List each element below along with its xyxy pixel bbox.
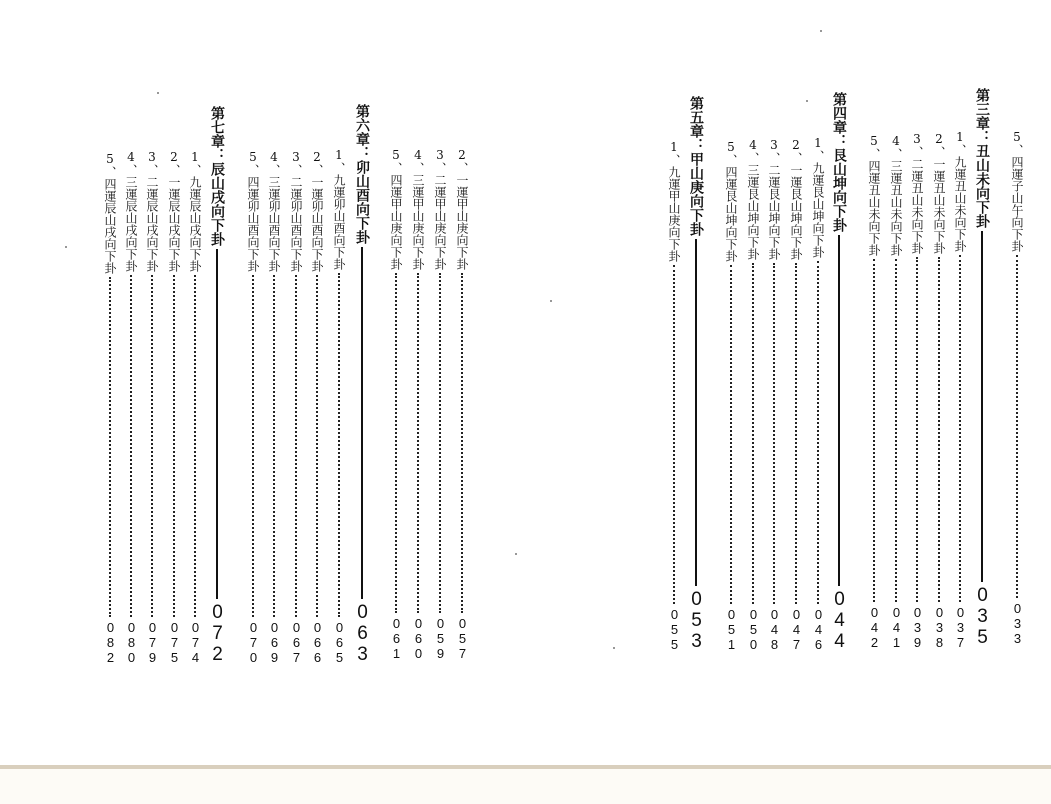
chapter-page: 044 [829,589,850,652]
toc-entry-ch6-2[interactable] [307,150,327,665]
toc-entry-ch6-4[interactable] [264,150,284,665]
toc-entry-ch7-2[interactable] [164,150,184,665]
entry-title: 1、九運艮山坤向下卦 [811,136,825,258]
dotted-leader [817,261,819,604]
entry-title: 1、九運丑山未向下卦 [953,130,967,252]
entry-title: 3、二運甲山庚向下卦 [433,148,447,270]
dotted-leader [295,275,297,617]
dotted-leader [730,265,732,604]
entry-page: 075 [167,620,182,665]
entry-title: 3、二運丑山未向下卦 [910,132,924,254]
dotted-leader [916,257,918,602]
entry-page: 047 [789,607,804,652]
toc-chapter-6[interactable] [352,104,372,665]
toc-entry-ch3-5[interactable] [864,134,884,650]
entry-page: 038 [932,605,947,650]
entry-title: 1、九運甲山庚向下卦 [667,140,681,262]
entry-page: 082 [103,620,118,665]
page-bottom-band [0,765,1051,804]
dotted-leader [417,273,419,613]
dotted-leader [109,277,111,617]
entry-page: 039 [910,605,925,650]
dotted-leader [938,257,940,602]
entry-title: 1、九運卯山酉向下卦 [332,148,346,270]
entry-title: 3、二運辰山戌向下卦 [145,150,159,272]
entry-title: 2、一運卯山酉向下卦 [310,150,324,272]
entry-page: 051 [724,607,739,652]
toc-entry-ch6-5[interactable] [243,150,263,665]
solid-leader [695,239,697,586]
scan-speck [515,553,517,555]
dotted-leader [895,259,897,602]
entry-page: 065 [332,620,347,665]
entry-page: 050 [746,607,761,652]
dotted-leader [773,263,775,604]
entry-title: 4、三運甲山庚向下卦 [411,148,425,270]
toc-entry-ch4-5[interactable] [721,140,741,652]
toc-entry-ch3-2[interactable] [929,132,949,650]
toc-entry-ch5-4[interactable] [408,148,428,661]
toc-entry-ch4-2[interactable] [786,138,806,652]
chapter-title: 第三章：丑山未向下卦 [974,88,990,228]
entry-page: 080 [124,620,139,665]
dotted-leader [173,275,175,617]
toc-entry-ch3-4[interactable] [886,134,906,650]
dotted-leader [395,273,397,613]
chapter-page: 072 [207,602,228,665]
dotted-leader [752,263,754,604]
toc-entry-ch4-1[interactable] [808,136,828,652]
entry-page: 069 [267,620,282,665]
toc-entry-ch7-1[interactable] [185,150,205,665]
toc-entry-ch5-3[interactable] [430,148,450,661]
entry-page: 046 [811,607,826,652]
dotted-leader [461,273,463,613]
dotted-leader [273,275,275,617]
entry-page: 060 [411,616,426,661]
entry-page: 057 [455,616,470,661]
entry-page: 074 [188,620,203,665]
entry-title: 5、四運丑山未向下卦 [867,134,881,256]
scan-speck [613,647,615,649]
chapter-title: 第四章：艮山坤向下卦 [831,92,847,232]
entry-title: 1、九運辰山戌向下卦 [188,150,202,272]
dotted-leader [252,275,254,617]
entry-title: 5、四運卯山酉向下卦 [246,150,260,272]
entry-title: 2、一運辰山戌向下卦 [167,150,181,272]
dotted-leader [873,259,875,602]
entry-page: 067 [289,620,304,665]
entry-page: 055 [667,607,682,652]
scan-speck [157,92,159,94]
entry-page: 033 [1010,601,1025,646]
toc-entry-ch2-5[interactable] [1007,130,1027,646]
toc-chapter-4[interactable] [829,92,849,652]
toc-entry-ch5-5[interactable] [386,148,406,661]
toc-entry-ch7-5[interactable] [100,152,120,665]
toc-entry-ch6-3[interactable] [286,150,306,665]
dotted-leader [338,273,340,617]
entry-page: 048 [767,607,782,652]
dotted-leader [673,265,675,604]
entry-title: 2、一運丑山未向下卦 [932,132,946,254]
toc-entry-ch4-3[interactable] [764,138,784,652]
scan-speck [806,100,808,102]
dotted-leader [1016,255,1018,598]
toc-entry-ch3-1[interactable] [950,130,970,650]
dotted-leader [795,263,797,604]
scan-speck [550,300,552,302]
toc-chapter-7[interactable] [207,106,227,665]
dotted-leader [439,273,441,613]
entry-title: 3、二運卯山酉向下卦 [289,150,303,272]
dotted-leader [316,275,318,617]
entry-title: 3、二運艮山坤向下卦 [767,138,781,260]
toc-chapter-3[interactable] [972,88,992,648]
toc-chapter-5[interactable] [686,96,706,652]
chapter-title: 第五章：甲山庚向下卦 [688,96,704,236]
entry-title: 5、四運辰山戌向下卦 [103,152,117,274]
toc-entry-ch6-1[interactable] [329,148,349,665]
entry-title: 5、四運甲山庚向下卦 [389,148,403,270]
entry-title: 5、四運子山午向下卦 [1010,130,1024,252]
entry-page: 066 [310,620,325,665]
solid-leader [838,235,840,586]
solid-leader [216,249,218,599]
dotted-leader [130,275,132,617]
solid-leader [981,231,983,582]
dotted-leader [194,275,196,617]
toc-entry-ch5-1[interactable] [664,140,684,652]
entry-title: 5、四運艮山坤向下卦 [724,140,738,262]
toc-entry-ch4-4[interactable] [743,138,763,652]
entry-page: 061 [389,616,404,661]
chapter-page: 053 [686,589,707,652]
chapter-page: 035 [972,585,993,648]
chapter-title: 第七章：辰山戌向下卦 [209,106,225,246]
chapter-page: 063 [352,602,373,665]
entry-page: 042 [867,605,882,650]
toc-entry-ch7-3[interactable] [142,150,162,665]
entry-page: 037 [953,605,968,650]
entry-page: 059 [433,616,448,661]
toc-entry-ch3-3[interactable] [907,132,927,650]
solid-leader [361,247,363,599]
toc-entry-ch5-2[interactable] [452,148,472,661]
scan-speck [820,30,822,32]
toc-entry-ch7-4[interactable] [121,150,141,665]
entry-title: 4、三運艮山坤向下卦 [746,138,760,260]
dotted-leader [151,275,153,617]
entry-title: 2、一運艮山坤向下卦 [789,138,803,260]
chapter-title: 第六章：卯山酉向下卦 [354,104,370,244]
entry-page: 079 [145,620,160,665]
entry-title: 4、三運辰山戌向下卦 [124,150,138,272]
entry-title: 4、三運丑山未向下卦 [889,134,903,256]
entry-title: 2、一運甲山庚向下卦 [455,148,469,270]
dotted-leader [959,255,961,602]
entry-title: 4、三運卯山酉向下卦 [267,150,281,272]
entry-page: 070 [246,620,261,665]
entry-page: 041 [889,605,904,650]
scan-speck [65,246,67,248]
